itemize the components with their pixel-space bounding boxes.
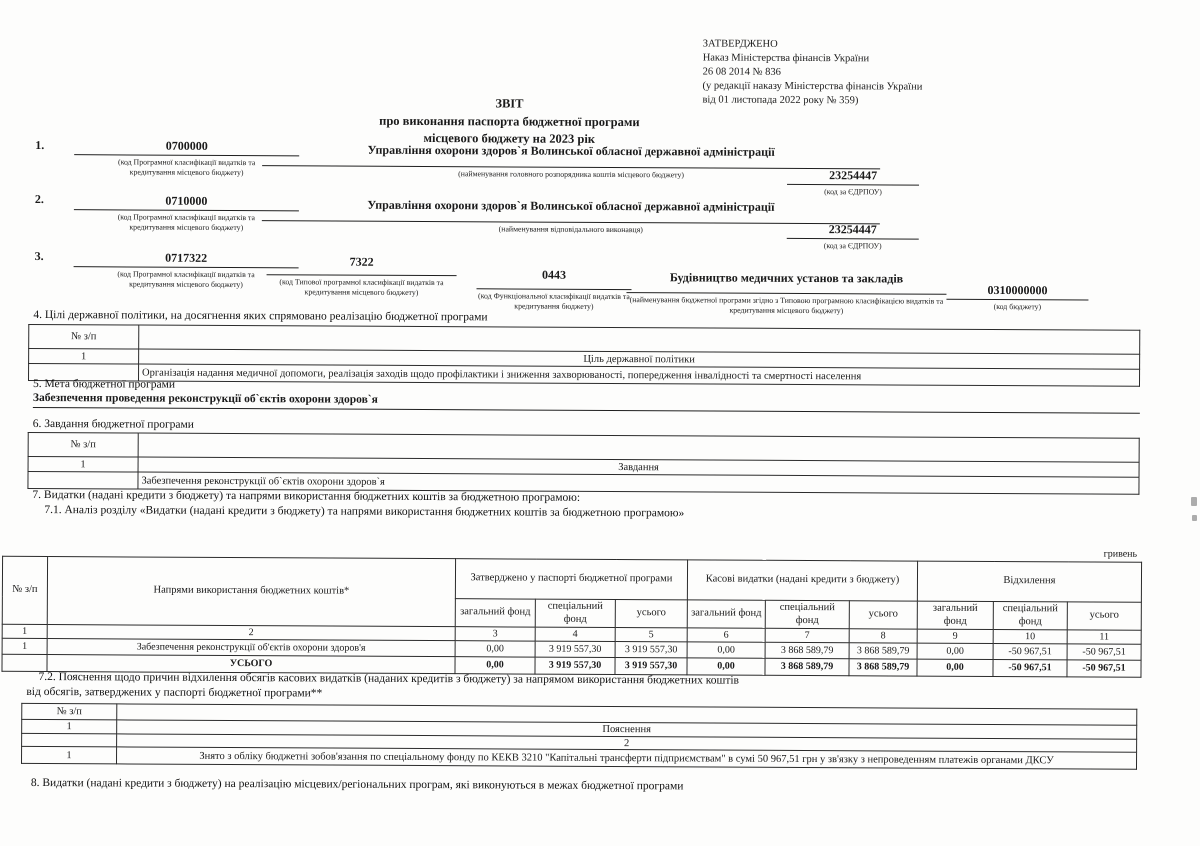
t71-colnum: 10 <box>993 629 1067 643</box>
row1-code-caption: (код Програмної класифікації видатків та кредитування місцевого бюджету) <box>117 157 256 178</box>
t71-colnum: 9 <box>917 629 993 643</box>
t71-total-value: 3 868 589,79 <box>765 658 849 675</box>
row3-program-field <box>626 270 946 317</box>
t71-data-value: 3 868 589,79 <box>765 642 849 658</box>
row3-number: 3. <box>34 248 44 264</box>
t71-data-value: -50 967,51 <box>1067 644 1141 660</box>
t71-data-value: 3 868 589,79 <box>849 643 917 659</box>
section6-row-num: 1 <box>28 456 138 472</box>
t71-data-value: 3 919 557,30 <box>615 642 687 658</box>
t71-colnum: 2 <box>47 625 455 641</box>
section4-table <box>28 324 1140 387</box>
t71-total-empty <box>2 654 47 671</box>
t71-total-value: 3 919 557,30 <box>535 657 615 674</box>
t71-group-approved: Затверджено у паспорті бюджетної програми <box>455 559 687 600</box>
report-title-line2: про виконання паспорта бюджетної програми <box>379 113 640 129</box>
section4-row-num: 1 <box>29 348 139 364</box>
row3-code-field <box>73 250 298 291</box>
t71-data-value: 0,00 <box>687 642 765 658</box>
t71-group-deviation: Відхилення <box>917 561 1141 602</box>
t71-total-value: 0,00 <box>917 659 993 676</box>
row3-code-caption: (код Програмної класифікації видатків та кредитування місцевого бюджету) <box>117 269 255 290</box>
section7-2-heading-line2: від обсягів, затверджених у паспорті бюджетної програми** <box>26 685 323 700</box>
row3-budget-field <box>946 283 1088 313</box>
section6-empty-cell <box>28 471 138 489</box>
row3-program-caption: (найменування бюджетної програми згідно з Типовою програмною класифікацією видатків та кредитування місцевого бюджету) <box>629 295 944 316</box>
row2-edrpou-field <box>787 222 919 252</box>
section6-heading: 6. Завдання бюджетної програми <box>32 417 195 431</box>
row3-budget-value: 0310000000 <box>946 283 1088 301</box>
row2-code-value: 0710000 <box>74 193 299 212</box>
section4-col2-header: Ціль державної політики <box>139 349 1140 369</box>
row3-budget-caption: (код бюджету) <box>993 302 1042 312</box>
t71-fund-general: загальний фонд <box>917 601 993 629</box>
table-7-2 <box>21 703 1137 770</box>
section6-col1-header: № з/п <box>28 432 138 457</box>
section7-2-heading-line1: 7.2. Пояснення щодо причин відхилення обсягів касових видатків (наданих кредитів з бюджету) за напрямом використання бюджетних коштів <box>38 671 740 687</box>
t71-colnum: 4 <box>535 627 615 641</box>
scan-artifact <box>1191 497 1197 506</box>
t71-colnum: 8 <box>849 629 917 643</box>
t71-colnum: 3 <box>455 627 535 641</box>
section7-heading: 7. Видатки (надані кредити з бюджету) та напрями використання бюджетних коштів за бюджетною програмою: <box>32 488 581 504</box>
t71-data-num: 1 <box>2 638 47 654</box>
section6-row-text: Забезпечення реконструкції об`єктів охорони здоров`я <box>138 472 1139 494</box>
t71-header-num: № з/п <box>2 556 47 624</box>
t71-fund-total: усього <box>849 601 917 629</box>
t71-colnum: 5 <box>615 628 687 642</box>
row1-name-caption: (найменування головного розпорядника коштів місцевого бюджету) <box>458 169 685 180</box>
s72-col2-header: Пояснення <box>117 720 1137 739</box>
row1-name-value: Управління охорони здоров`я Волинської обласної державної адміністрації <box>262 142 880 170</box>
s72-row-num: 1 <box>22 746 117 763</box>
s72-row-text: Знято з обліку бюджетні зобов'язання по спеціальному фонду по КЕКВ 3210 "Капітальні трансферти підприємствам" в сумі 50 967,51 грн у зв'язку з непроведенням платежів органами ДКСУ <box>117 747 1137 769</box>
section5-heading: 5. Мета бюджетної програми <box>32 377 176 391</box>
row1-edrpou-value: 23254447 <box>787 168 919 186</box>
row3-program-value: Будівництво медичних установ та закладів <box>626 270 946 295</box>
t71-fund-special: спеціальний фонд <box>765 600 849 628</box>
report-title-line3: місцевого бюджету на 2023 рік <box>423 131 596 146</box>
t71-fund-total: усього <box>1067 602 1141 630</box>
t71-total-value: -50 967,51 <box>993 659 1067 676</box>
report-title <box>229 94 789 149</box>
t71-group-cash: Касові видатки (надані кредити з бюджету) <box>687 560 917 601</box>
t71-fund-total: усього <box>615 600 687 628</box>
t71-fund-general: загальний фонд <box>687 600 765 628</box>
section5-goal-text: Забезпечення проведення реконструкції об`єктів охорони здоров`я <box>33 392 1140 414</box>
t71-total-label: УСЬОГО <box>47 655 455 674</box>
row3-code-value: 0717322 <box>74 250 299 269</box>
t71-fund-special: спеціальний фонд <box>535 599 615 627</box>
t71-fund-general: загальний фонд <box>455 599 535 627</box>
s72-colnum1: 1 <box>22 719 117 733</box>
t71-colnum: 6 <box>687 628 765 642</box>
t71-total-value: 3 919 557,30 <box>615 658 687 675</box>
t71-data-value: 0,00 <box>455 641 535 657</box>
t71-colnum: 7 <box>765 628 849 642</box>
row3-tpk-field <box>266 254 456 298</box>
t71-data-value: 3 919 557,30 <box>535 641 615 657</box>
row2-number: 2. <box>34 191 44 207</box>
section4-row-text: Організація надання медичної допомоги, реалізація заходів щодо профілактики і зниження захворюваності, попередження інвалідності та смертності населення <box>139 364 1140 386</box>
row3-tpk-value: 7322 <box>267 254 457 276</box>
section4-heading: 4. Цілі державної політики, на досягнення яких спрямовано реалізацію бюджетної програми <box>33 308 488 324</box>
currency-label: гривень <box>1103 548 1138 560</box>
section6-table <box>27 432 1139 495</box>
row3-fk-field <box>476 267 631 312</box>
scan-artifact <box>1192 515 1197 521</box>
approved-line: ЗАТВЕРДЖЕНО <box>702 38 778 50</box>
t71-data-value: 0,00 <box>917 643 993 659</box>
row2-name-caption: (найменування відповідального виконавця) <box>498 224 643 235</box>
approved-line: Наказ Міністерства фінансів України <box>702 52 870 65</box>
section6-col2-header: Завдання <box>138 457 1139 477</box>
t71-colnum: 11 <box>1067 630 1141 644</box>
t71-colnum: 1 <box>2 624 47 638</box>
s72-empty-cell <box>22 733 117 746</box>
row3-fk-caption: (код Функціональної класифікації видатків та кредитування бюджету) <box>478 291 630 312</box>
row1-edrpou-caption: (код за ЄДРПОУ) <box>824 187 882 197</box>
row2-code-caption: (код Програмної класифікації видатків та кредитування місцевого бюджету) <box>117 212 256 233</box>
row2-name-value: Управління охорони здоров`я Волинської обласної державної адміністрації <box>262 197 880 225</box>
section8-heading: 8. Видатки (надані кредити з бюджету) на реалізацію місцевих/регіональних програм, які виконуються в межах бюджетної програми <box>30 776 684 793</box>
row3-tpk-caption: (код Типової програмної класифікації видатків та кредитування місцевого бюджету) <box>279 277 444 298</box>
row1-code-value: 0700000 <box>74 138 299 157</box>
report-title-line1: ЗВІТ <box>495 96 524 111</box>
t71-data-value: -50 967,51 <box>993 643 1067 659</box>
t71-total-value: 3 868 589,79 <box>849 659 917 676</box>
t71-total-value: -50 967,51 <box>1067 660 1141 677</box>
section7-1-subheading: 7.1. Аналіз розділу «Видатки (надані кредити з бюджету) та напрями використання бюджетних коштів за бюджетною програмою» <box>44 504 685 520</box>
t71-total-value: 0,00 <box>455 657 535 674</box>
table-7-1 <box>1 556 1142 678</box>
t71-header-directions: Напрями використання бюджетних коштів* <box>47 557 455 627</box>
row2-edrpou-value: 23254447 <box>787 222 919 240</box>
approved-line: 26 08 2014 № 836 <box>702 66 781 79</box>
row2-edrpou-caption: (код за ЄДРПОУ) <box>823 241 882 251</box>
row3-fk-value: 0443 <box>476 267 631 290</box>
s72-col1-header: № з/п <box>22 703 117 719</box>
s72-colnum2: 2 <box>117 734 1137 752</box>
t71-total-value: 0,00 <box>687 658 765 675</box>
t71-fund-special: спеціальний фонд <box>993 602 1067 630</box>
section4-col1-header: № з/п <box>29 324 139 349</box>
row1-number: 1. <box>35 137 45 153</box>
t71-data-direction: Забезпечення реконструкції об'єктів охорони здоров'я <box>47 639 455 657</box>
approved-line: (у редакції наказу Міністерства фінансів України <box>702 80 923 93</box>
approved-line: від 01 листопада 2022 року № 359) <box>702 94 859 107</box>
row1-edrpou-field <box>787 168 919 198</box>
